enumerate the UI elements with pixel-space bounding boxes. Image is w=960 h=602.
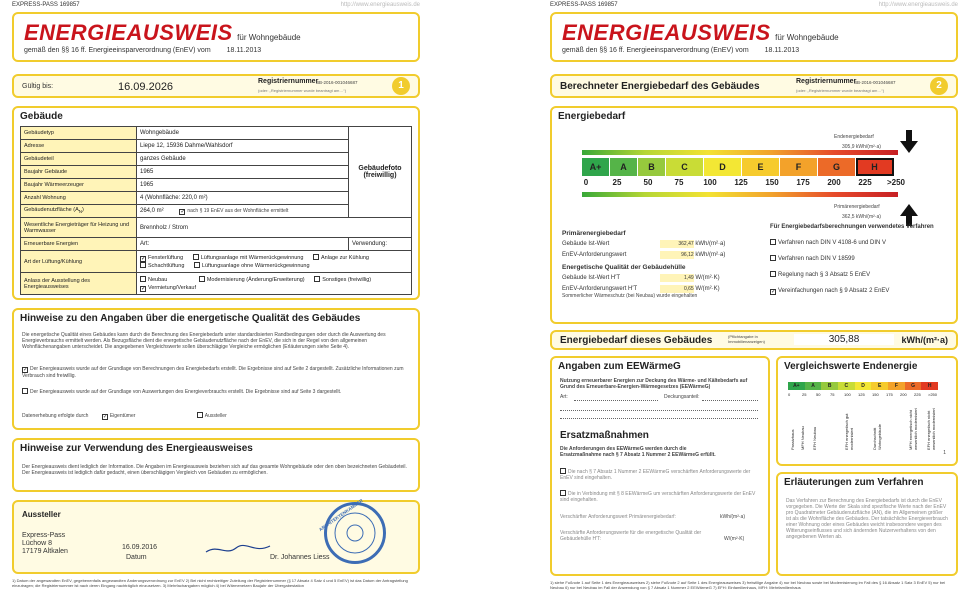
- registration-note: (oder: „Registriernummer wurde beantragt am…“): [258, 88, 347, 93]
- an-checkbox[interactable]: ✓: [180, 208, 186, 215]
- row-label: Baujahr Gebäude: [21, 166, 137, 179]
- page-header: [550, 2, 958, 10]
- vent-checkbox-window[interactable]: ✓: [141, 255, 147, 262]
- header-url: http://www.energieausweis.de: [878, 2, 958, 8]
- scale-tick: 100: [703, 178, 717, 187]
- final-energy-arrow-icon: [900, 141, 918, 153]
- primary-energy-label: Primärenergiebedarf: [834, 204, 880, 210]
- table-row: [21, 218, 412, 238]
- efficiency-class-e: E: [742, 158, 780, 176]
- building-heading: Gebäude: [20, 111, 63, 122]
- table-row: [21, 251, 412, 273]
- comparison-box: [776, 356, 958, 466]
- row-value: 1965: [137, 166, 349, 179]
- comparison-class: D: [855, 382, 872, 390]
- efficiency-class-c: C: [666, 158, 704, 176]
- hull-note: Sommerlicher Wärmeschutz (bei Neubau) wurde eingehalten: [562, 293, 698, 299]
- official-stamp: [318, 498, 386, 564]
- method-heading: Für Energiebedarfsberechnungen verwendetes Verfahren: [770, 224, 934, 230]
- section-title: Berechneter Energiebedarf des Gebäudes: [560, 81, 760, 92]
- building-box: [12, 106, 420, 300]
- row-label: Gebäudeteil: [21, 153, 137, 166]
- row-label: Anlass der Ausstellung des Energieausweises: [21, 273, 137, 295]
- scale-tick: 50: [643, 178, 653, 187]
- art-line-2: [560, 410, 758, 411]
- comparison-ticks: [788, 392, 938, 398]
- data-collection: [22, 412, 227, 420]
- comparison-label: Durchschnitt Wohngebäude: [872, 424, 882, 450]
- table-row: [21, 127, 412, 140]
- comparison-tick: 50: [816, 392, 821, 397]
- substitute-checkbox[interactable]: [560, 468, 566, 474]
- title-box: [12, 12, 420, 62]
- substitute-hull-label: Verschärfte Anforderungswerte für die energetische Qualität der Gebäudehülle H'T:: [560, 530, 702, 542]
- hints-option-demand: ✓ Der Energieausweis wurde auf der Grundlage von Berechnungen des Energiebedarfs erstellt. Die Ergebnisse sind auf Seite 2 dargestellt. Zusätzliche Informationen zum Verbrauch sind freiwillig.: [22, 366, 404, 379]
- eewaerme-heading: Angaben zum EEWärmeG: [558, 361, 681, 372]
- row-label: Adresse: [21, 140, 137, 153]
- comparison-scale: [788, 382, 938, 390]
- building-demand-label: Energiebedarf dieses Gebäudes: [560, 335, 713, 346]
- primary-row: EnEV-Anforderungswert 96,12 kWh/(m²·a): [562, 252, 726, 258]
- row-value: [137, 205, 349, 218]
- scale-tick: 200: [827, 178, 841, 187]
- page-number-badge: 2: [930, 77, 948, 95]
- primary-energy-value: 362,5 kWh/(m²·a): [842, 214, 881, 220]
- reason-checkbox-rent[interactable]: ✓: [141, 285, 147, 292]
- art-line-3: [560, 418, 758, 419]
- comparison-tick: 75: [830, 392, 835, 397]
- building-photo: Gebäudefoto (freiwillig): [349, 127, 412, 218]
- comparison-label: EFH energetisch gut modernisiert: [844, 413, 854, 450]
- primary-energy-arrow-icon: [900, 204, 918, 216]
- comparison-tick: 0: [788, 392, 791, 397]
- substitute-checkbox[interactable]: [560, 490, 566, 496]
- comparison-tick: 225: [914, 392, 921, 397]
- comparison-class: G: [905, 382, 922, 390]
- registration-number: BB-2016-001046687: [316, 80, 358, 85]
- ventilation-options: ✓ Fensterlüftung Lüftungsanlage mit Wärmerückgewinnung Anlage zur Kühlung Schachtlüftung Lüftungsanlage ohne Wärmerückgewinnung: [137, 251, 412, 273]
- validity-box: [12, 74, 420, 98]
- substitute-heading: Ersatzmaßnahmen: [560, 430, 649, 441]
- issuer-checkbox[interactable]: [197, 412, 203, 418]
- row-label: Gebäudenutzfläche $(A_N)$: [21, 205, 137, 218]
- issuer-street: Lüchow 8: [22, 540, 52, 547]
- final-energy-value: 305,9 kWh/(m²·a): [842, 144, 881, 150]
- scale-tick: >250: [886, 178, 906, 187]
- vent-checkbox-cooling[interactable]: [313, 254, 319, 260]
- method-checkbox[interactable]: [770, 255, 776, 261]
- building-demand-value: 305,88: [794, 334, 894, 345]
- option-demand-checkbox[interactable]: ✓: [23, 367, 29, 373]
- page-1: [6, 0, 426, 602]
- energy-demand-heading: Energiebedarf: [558, 111, 626, 122]
- hull-row: Gebäude Ist-Wert H'T 1,49 W/(m²·K): [562, 275, 720, 281]
- explanation-box: [776, 472, 958, 576]
- row-label: Baujahr Wärmeerzeuger: [21, 179, 137, 192]
- pass-id: EXPRESS-PASS 169857: [12, 2, 80, 8]
- issue-date-label: Datum: [126, 554, 147, 561]
- option-consumption-checkbox[interactable]: [22, 388, 28, 394]
- row-value: Wohngebäude: [137, 127, 349, 140]
- substitute-hull-unit: W/(m²·K): [724, 536, 745, 542]
- issuer-heading: Aussteller: [22, 510, 61, 519]
- page-2: [544, 0, 960, 602]
- issuer-city: 17179 Altkalen: [22, 548, 68, 555]
- issuer-name: Express-Pass: [22, 532, 66, 539]
- comparison-footnote: 1: [943, 450, 946, 456]
- scale-tick: 175: [796, 178, 810, 187]
- issuer-label: Aussteller: [204, 413, 227, 419]
- efficiency-class-a: A: [610, 158, 638, 176]
- explanation-text: Das Verfahren zur Berechnung des Energiebedarfs ist durch die EnEV vorgegeben. Die Werte der Skala sind spezifische Werte nach der EnEV pro Quadratmeter Gebäudenutzfläche (AN), die im Allgemeinen größer ist als die Wohnfläche des Gebäudes. Der tatsächliche Energieverbrauch einer Wohnung oder eines Gebäudes weicht insbesondere wegen des Witterungseinflusses und sich ändernden Nutzerverhaltens von den angegebenen Werten ab.: [786, 498, 948, 540]
- vent-checkbox-heat-recovery[interactable]: [193, 254, 199, 260]
- hints-option-consumption: Der Energieausweis wurde auf der Grundlage von Auswertungen des Energieverbrauchs erstellt. Die Ergebnisse sind auf Seite 3 dargestellt.: [22, 388, 410, 395]
- comparison-class: A: [805, 382, 822, 390]
- eewaerme-text: Nutzung erneuerbarer Energien zur Deckung des Wärme- und Kältebedarfs auf Grund des Erneuerbare-Energien-Wärmegesetzes (EEWärmeG): [560, 378, 748, 390]
- registration-label: Registriernummer: [796, 78, 857, 85]
- eewaerme-box: [550, 356, 770, 576]
- table-row: [21, 273, 412, 295]
- comparison-tick: 175: [886, 392, 893, 397]
- subtitle: gemäß den §§ 16 ff. Energieeinsparverordnung (EnEV) vom: [562, 47, 749, 54]
- building-demand-note: (Pflichtangabe in Immobilienanzeigen): [728, 334, 765, 344]
- scale-ticks: [582, 178, 918, 188]
- usage-text: Der Energieausweis dient lediglich der Information. Die Angaben im Energieausweis beziehen sich auf das gesamte Wohngebäude oder den oben bezeichneten Gebäudeteil. Der Energieausweis ist lediglich dafür gedacht, einen überschlägigen Vergleich von Gebäuden zu ermöglichen.: [22, 464, 407, 476]
- scale-tick: 125: [734, 178, 748, 187]
- comparison-class: E: [871, 382, 888, 390]
- building-table: [20, 126, 412, 295]
- comparison-label: MFH Neubau: [800, 426, 805, 450]
- owner-label: Eigentümer: [109, 413, 136, 419]
- hints-box: [12, 308, 420, 430]
- owner-checkbox[interactable]: ✓: [102, 414, 108, 420]
- substitute-text: Die Anforderungen des EEWärmeG werden durch die Ersatzmaßnahme nach § 7 Absatz 1 Nummer 2 EEWärmeG erfüllt.: [560, 446, 716, 458]
- title-box: [550, 12, 958, 62]
- row-label: Anzahl Wohnung: [21, 192, 137, 205]
- comparison-label: MFH energetisch nicht wesentlich modernisiert: [908, 408, 918, 450]
- substitute-primary-label: Verschärfter Anforderungswert Primärenergiebedarf:: [560, 514, 676, 520]
- method-option: Verfahren nach DIN V 4108-6 und DIN V: [770, 239, 952, 247]
- reason-checkbox-other[interactable]: [314, 276, 320, 282]
- method-checkbox[interactable]: ✓: [771, 289, 777, 295]
- renewable-art: Art:: [137, 238, 349, 251]
- section-title-box: [550, 74, 958, 98]
- header-url: http://www.energieausweis.de: [340, 2, 420, 8]
- substitute-primary-unit: kWh/(m²·a): [720, 514, 745, 520]
- efficiency-class-d: D: [704, 158, 742, 176]
- efficiency-scale: [582, 158, 918, 176]
- comparison-label: EFH Neubau: [812, 426, 817, 450]
- page-number-badge: 1: [392, 77, 410, 95]
- share-line: [702, 400, 758, 401]
- row-value: 1965: [137, 179, 349, 192]
- valid-until-label: Gültig bis:: [22, 83, 54, 90]
- comparison-tick: >250: [928, 392, 938, 397]
- vent-checkbox-no-recovery[interactable]: [194, 262, 200, 268]
- comparison-tick: 200: [900, 392, 907, 397]
- subtitle: gemäß den §§ 16 ff. Energieeinsparverordnung (EnEV) vom: [24, 47, 211, 54]
- stamp-seal-icon: [327, 505, 383, 561]
- data-collection-label: Datenerhebung erfolgte durch: [22, 413, 89, 419]
- method-option: Regelung nach § 3 Absatz 5 EnEV: [770, 271, 952, 279]
- primary-block: [562, 230, 762, 299]
- an-note: nach § 19 EnEV aus der Wohnfläche ermittelt: [187, 207, 289, 214]
- issue-date: 16.09.2016: [122, 544, 158, 551]
- registration-note: (oder: „Registriernummer wurde beantragt am…“): [796, 88, 885, 93]
- issuer-address: [22, 532, 68, 556]
- building-demand-box: [550, 330, 958, 350]
- footnotes: 1) Datum der angewandten EnEV, gegebenenfalls angewandten Änderungsverordnung zur EnEV 2) Bei nicht rechtzeitiger Zuteilung der Registriernummer (§ 17 Absatz 4 Satz 4 und 5 EnEV) ist das Datum der Antragstellung einzutragen; die Registriernummer ist nach deren Eingang nachträglich einzusetzen. 3) Mehrfachangaben möglich 4) bei Wärmenetzen Baujahr der Übergabestation: [12, 578, 408, 588]
- hull-row: EnEV-Anforderungswert H'T 0,65 W/(m²·K): [562, 286, 720, 292]
- primary-energy-gradient: [582, 192, 898, 197]
- usage-box: [12, 438, 420, 492]
- row-value: ganzes Gebäude: [137, 153, 349, 166]
- footnotes: 1) siehe Fußnote 1 auf Seite 1 des Energieausweises 2) siehe Fußnote 2 auf Seite 1 des Energieausweises 3) freiwillige Angabe 4) nur bei Neubau sowie bei Modernisierung im Fall des § 16 Absatz 1 Satz 3 EnEV 5) nur bei Neubau 6) nur bei Neubau im Fall der Anwendung von § 7 Absatz 1 Nummer 2 EEWärmeG 7) EFH: Einfamilienhaus, MFH: Mehrfamilienhaus: [550, 580, 946, 590]
- scale-tick: 75: [674, 178, 684, 187]
- building-demand-unit: kWh/(m²·a): [901, 335, 948, 345]
- final-energy-gradient: [582, 150, 898, 155]
- scale-tick: 0: [583, 178, 589, 187]
- comparison-class: F: [888, 382, 905, 390]
- stamp-text: ARCHITEKTENKAMMER: [318, 498, 364, 533]
- comparison-tick: 150: [872, 392, 879, 397]
- comparison-class: H: [921, 382, 938, 390]
- efficiency-class-h: H: [856, 158, 894, 176]
- document-title: ENERGIEAUSWEIS: [562, 20, 771, 45]
- method-checkbox[interactable]: [770, 239, 776, 245]
- vent-checkbox-shaft[interactable]: [140, 262, 146, 268]
- primary-block-heading: Primärenergiebedarf: [562, 230, 626, 237]
- final-energy-label: Endenergiebedarf: [834, 134, 874, 140]
- registration-label: Registriernummer: [258, 78, 319, 85]
- comparison-tick: 100: [844, 392, 851, 397]
- comparison-class: B: [821, 382, 838, 390]
- comparison-label: EFH energetisch nicht wesentlich modernisiert: [926, 408, 936, 450]
- method-block: [770, 224, 952, 295]
- comparison-class: C: [838, 382, 855, 390]
- page-header: [12, 2, 420, 10]
- eewaerme-art: Art:: [560, 394, 568, 400]
- scale-tick: 25: [612, 178, 622, 187]
- comparison-label: Passivhaus: [790, 429, 795, 450]
- renewable-use: Verwendung:: [349, 238, 412, 251]
- issuer-box: [12, 500, 420, 574]
- row-value: 4 (Wohnfläche: 220,0 m²): [137, 192, 349, 205]
- eewaerme-share: Deckungsanteil:: [664, 394, 700, 400]
- document-title: ENERGIEAUSWEIS: [24, 20, 233, 45]
- efficiency-class-aplus: A+: [582, 158, 610, 176]
- registration-number: BB-2016-001046687: [854, 80, 896, 85]
- comparison-heading: Vergleichswerte Endenergie: [784, 361, 918, 372]
- energy-demand-box: [550, 106, 958, 324]
- primary-row: Gebäude Ist-Wert 362,47 kWh/(m²·a): [562, 241, 726, 247]
- subtitle-date: 18.11.2013: [226, 47, 262, 54]
- row-label: Gebäudetyp: [21, 127, 137, 140]
- signature-mark: [204, 542, 274, 556]
- table-row: [21, 238, 412, 251]
- reason-checkbox-modern[interactable]: [199, 276, 205, 282]
- reason-options: Neubau Modernisierung (Änderung/Erweiterung) Sonstiges (freiwillig) ✓ Vermietung/Verkauf: [137, 273, 412, 295]
- row-value: Liepe 12, 15936 Dahme/Wahlsdorf: [137, 140, 349, 153]
- row-label: Wesentliche Energieträger für Heizung und Warmwasser: [21, 218, 137, 238]
- an-value: 264,0 m²: [140, 207, 164, 214]
- hints-text: Die energetische Qualität eines Gebäudes kann durch die Berechnung des Energiebedarfs unter standardisierten Randbedingungen oder durch die Auswertung des Energieverbrauchs ermittelt werden. Als Bezugsfläche dient die energetische Gebäudenutzfläche nach der EnEV, die sich in der Regel von den allgemeinen Wohnflächenangaben unterscheidet. Die angegebenen Vergleichswerte sollen überschlägige Vergleiche ermöglichen (Erläuterungen siehe Seite 4).: [22, 332, 386, 350]
- subtitle-date: 18.11.2013: [764, 47, 800, 54]
- art-line: [574, 400, 658, 401]
- pass-id: EXPRESS-PASS 169857: [550, 2, 618, 8]
- efficiency-class-b: B: [638, 158, 666, 176]
- comparison-labels: [788, 402, 938, 452]
- efficiency-class-g: G: [818, 158, 856, 176]
- row-label: Art der Lüftung/Kühlung: [21, 251, 137, 273]
- substitute-item: Die in Verbindung mit § 8 EEWärmeG um verschärften Anforderungswerte der EnEV sind eingehalten.: [560, 491, 756, 503]
- hints-heading: Hinweise zu den Angaben über die energetische Qualität des Gebäudes: [20, 313, 361, 324]
- efficiency-class-f: F: [780, 158, 818, 176]
- method-option: Verfahren nach DIN V 18599: [770, 255, 952, 263]
- scale-tick: 225: [858, 178, 872, 187]
- title-suffix: für Wohngebäude: [775, 33, 839, 42]
- comparison-class: A+: [788, 382, 805, 390]
- valid-until-date: 16.09.2026: [118, 81, 174, 93]
- comparison-tick: 25: [802, 392, 807, 397]
- usage-heading: Hinweise zur Verwendung des Energieausweises: [20, 443, 253, 454]
- explanation-heading: Erläuterungen zum Verfahren: [784, 477, 924, 488]
- method-checkbox[interactable]: [770, 271, 776, 277]
- row-value: Brennholz / Strom: [137, 218, 412, 238]
- hull-block-heading: Energetische Qualität der Gebäudehülle: [562, 264, 686, 271]
- substitute-item: Die nach § 7 Absatz 1 Nummer 2 EEWärmeG verschärften Anforderungswerte der EnEV sind eingehalten.: [560, 469, 751, 481]
- reason-checkbox-new[interactable]: [140, 276, 146, 282]
- row-label: Erneuerbare Energien: [21, 238, 137, 251]
- title-suffix: für Wohngebäude: [237, 33, 301, 42]
- method-option: ✓ Vereinfachungen nach § 9 Absatz 2 EnEV: [771, 288, 890, 295]
- signer-name: Dr. Johannes Liess: [270, 554, 330, 561]
- scale-tick: 150: [765, 178, 779, 187]
- comparison-tick: 125: [858, 392, 865, 397]
